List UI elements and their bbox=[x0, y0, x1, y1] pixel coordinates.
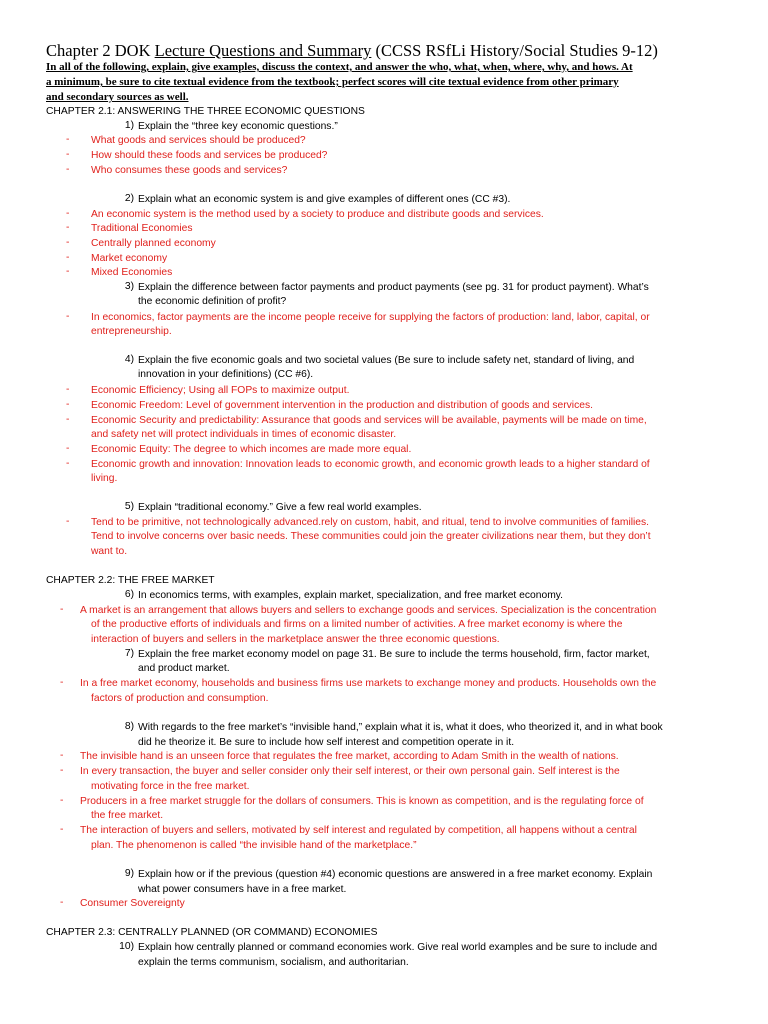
answer-text: plan. The phenomenon is called “the invisible hand of the marketplace.” bbox=[91, 840, 417, 851]
answer-text: the free market. bbox=[91, 810, 164, 821]
question-text: Explain the difference between factor payments and product payments (see pg. 31 for product payment). What’s bbox=[138, 282, 649, 293]
answer-bullet: - bbox=[66, 164, 70, 175]
answer-bullet: - bbox=[60, 897, 64, 908]
answer-bullet: - bbox=[66, 516, 70, 527]
question-text: Explain “traditional economy.” Give a few real world examples. bbox=[138, 502, 422, 513]
question-number: 9) bbox=[124, 868, 134, 879]
question-number: 10) bbox=[119, 941, 134, 952]
answer-text: How should these foods and services be produced? bbox=[91, 150, 328, 161]
answer-text: Who consumes these goods and services? bbox=[91, 165, 288, 176]
answer-text: motivating force in the free market. bbox=[91, 781, 250, 792]
answer-text: Centrally planned economy bbox=[91, 238, 216, 249]
question-number: 3) bbox=[124, 281, 134, 292]
question-text: explain the terms communism, socialism, and authoritarian. bbox=[138, 957, 409, 968]
question-text: With regards to the free market’s “invisible hand,” explain what it is, what it does, who theorized it, and in what book bbox=[138, 722, 663, 733]
question-number: 5) bbox=[124, 501, 134, 512]
answer-text: The invisible hand is an unseen force that regulates the free market, according to Adam Smith in the wealth of nations. bbox=[80, 751, 619, 762]
answer-bullet: - bbox=[66, 384, 70, 395]
question-text: did he theorize it. Be sure to include how self interest and competition operate in it. bbox=[138, 737, 515, 748]
instructions-line: a minimum, be sure to cite textual evidence from the textbook; perfect scores will cite textual evidence from other primary bbox=[46, 76, 619, 88]
answer-bullet: - bbox=[60, 824, 64, 835]
title-suffix: (CCSS RSfLi History/Social Studies 9-12) bbox=[371, 41, 658, 60]
answer-bullet: - bbox=[66, 311, 70, 322]
answer-text: Producers in a free market struggle for the dollars of consumers. This is known as competition, and is the regulating force of bbox=[80, 796, 644, 807]
answer-text: of the productive efforts of individuals and firms on a limited number of activities. A free market economy is where the bbox=[91, 619, 623, 630]
answer-text: entrepreneurship. bbox=[91, 326, 172, 337]
answer-bullet: - bbox=[66, 252, 70, 263]
question-text: Explain how or if the previous (question #4) economic questions are answered in a free market economy. Explain bbox=[138, 869, 653, 880]
answer-text: Mixed Economies bbox=[91, 267, 173, 278]
answer-bullet: - bbox=[66, 414, 70, 425]
question-number: 6) bbox=[124, 589, 134, 600]
answer-bullet: - bbox=[60, 795, 64, 806]
answer-text: Economic Efficiency; Using all FOPs to maximize output. bbox=[91, 385, 350, 396]
answer-bullet: - bbox=[60, 750, 64, 761]
answer-text: Consumer Sovereignty bbox=[80, 898, 185, 909]
answer-bullet: - bbox=[66, 208, 70, 219]
answer-bullet: - bbox=[66, 134, 70, 145]
answer-text: An economic system is the method used by a society to produce and distribute goods and services. bbox=[91, 209, 544, 220]
answer-bullet: - bbox=[66, 266, 70, 277]
question-text: Explain what an economic system is and give examples of different ones (CC #3). bbox=[138, 194, 511, 205]
answer-text: In economics, factor payments are the income people receive for supplying the factors of production: land, labor, capital, or bbox=[91, 312, 650, 323]
answer-bullet: - bbox=[66, 399, 70, 410]
answer-text: Economic Equity: The degree to which incomes are made more equal. bbox=[91, 444, 412, 455]
answer-bullet: - bbox=[60, 677, 64, 688]
section-heading: CHAPTER 2.1: ANSWERING THE THREE ECONOMIC QUESTIONS bbox=[46, 106, 365, 117]
instructions-line: and secondary sources as well. bbox=[46, 91, 189, 103]
answer-text: want to. bbox=[91, 546, 128, 557]
answer-bullet: - bbox=[66, 222, 70, 233]
question-number: 2) bbox=[124, 193, 134, 204]
answer-text: Tend to be primitive, not technologically advanced.rely on custom, habit, and ritual, tend to involve communities of families. bbox=[91, 517, 650, 528]
section-heading: CHAPTER 2.2: THE FREE MARKET bbox=[46, 575, 215, 586]
question-text: Explain the free market economy model on page 31. Be sure to include the terms household, firm, factor market, bbox=[138, 649, 650, 660]
section-heading: CHAPTER 2.3: CENTRALLY PLANNED (OR COMMAND) ECONOMIES bbox=[46, 927, 378, 938]
document-title bbox=[46, 41, 658, 61]
question-text: what power consumers have in a free market. bbox=[138, 884, 347, 895]
question-number: 7) bbox=[124, 648, 134, 659]
question-text: and product market. bbox=[138, 663, 230, 674]
answer-text: The interaction of buyers and sellers, motivated by self interest and regulated by competition, all happens without a central bbox=[80, 825, 637, 836]
answer-bullet: - bbox=[60, 604, 64, 615]
question-number: 1) bbox=[124, 120, 134, 131]
question-text: In economics terms, with examples, explain market, specialization, and free market economy. bbox=[138, 590, 564, 601]
title-underlined: Lecture Questions and Summary bbox=[154, 41, 372, 60]
answer-text: In every transaction, the buyer and seller consider only their self interest, or their own personal gain. Self interest is the bbox=[80, 766, 620, 777]
question-text: innovation in your definitions) (CC #6). bbox=[138, 369, 314, 380]
answer-text: Tend to involve concerns over basic needs. These communities could join the greater civilizations near them, but they don’t bbox=[91, 531, 651, 542]
answer-text: and safety net will protect individuals in times of economic disaster. bbox=[91, 429, 397, 440]
answer-text: A market is an arrangement that allows buyers and sellers to exchange goods and services. Specialization is the concentration bbox=[80, 605, 657, 616]
question-text: the economic definition of profit? bbox=[138, 296, 287, 307]
answer-text: interaction of buyers and sellers in the marketplace answer the three economic questions. bbox=[91, 634, 500, 645]
question-number: 4) bbox=[124, 354, 134, 365]
answer-text: Economic Security and predictability: Assurance that goods and services will be available, payments will be made on time, bbox=[91, 415, 647, 426]
answer-bullet: - bbox=[66, 458, 70, 469]
question-text: Explain the “three key economic questions.” bbox=[138, 121, 338, 132]
answer-bullet: - bbox=[66, 237, 70, 248]
answer-text: Market economy bbox=[91, 253, 168, 264]
answer-text: In a free market economy, households and business firms use markets to exchange money and products. Households own the bbox=[80, 678, 657, 689]
answer-text: What goods and services should be produced? bbox=[91, 135, 306, 146]
question-text: Explain how centrally planned or command economies work. Give real world examples and be sure to include and bbox=[138, 942, 658, 953]
answer-bullet: - bbox=[66, 443, 70, 454]
answer-bullet: - bbox=[60, 765, 64, 776]
answer-text: Economic Freedom: Level of government intervention in the production and distribution of goods and services. bbox=[91, 400, 593, 411]
title-prefix: Chapter 2 DOK bbox=[46, 41, 155, 60]
answer-text: factors of production and consumption. bbox=[91, 693, 269, 704]
answer-bullet: - bbox=[66, 149, 70, 160]
answer-text: Traditional Economies bbox=[91, 223, 193, 234]
instructions-line: In all of the following, explain, give examples, discuss the context, and answer the who, what, when, where, why, and hows. At bbox=[46, 61, 633, 73]
answer-text: Economic growth and innovation: Innovation leads to economic growth, and economic growth leads to a higher standard of bbox=[91, 459, 650, 470]
answer-text: living. bbox=[91, 473, 118, 484]
question-number: 8) bbox=[124, 721, 134, 732]
question-text: Explain the five economic goals and two societal values (Be sure to include safety net, standard of living, and bbox=[138, 355, 635, 366]
